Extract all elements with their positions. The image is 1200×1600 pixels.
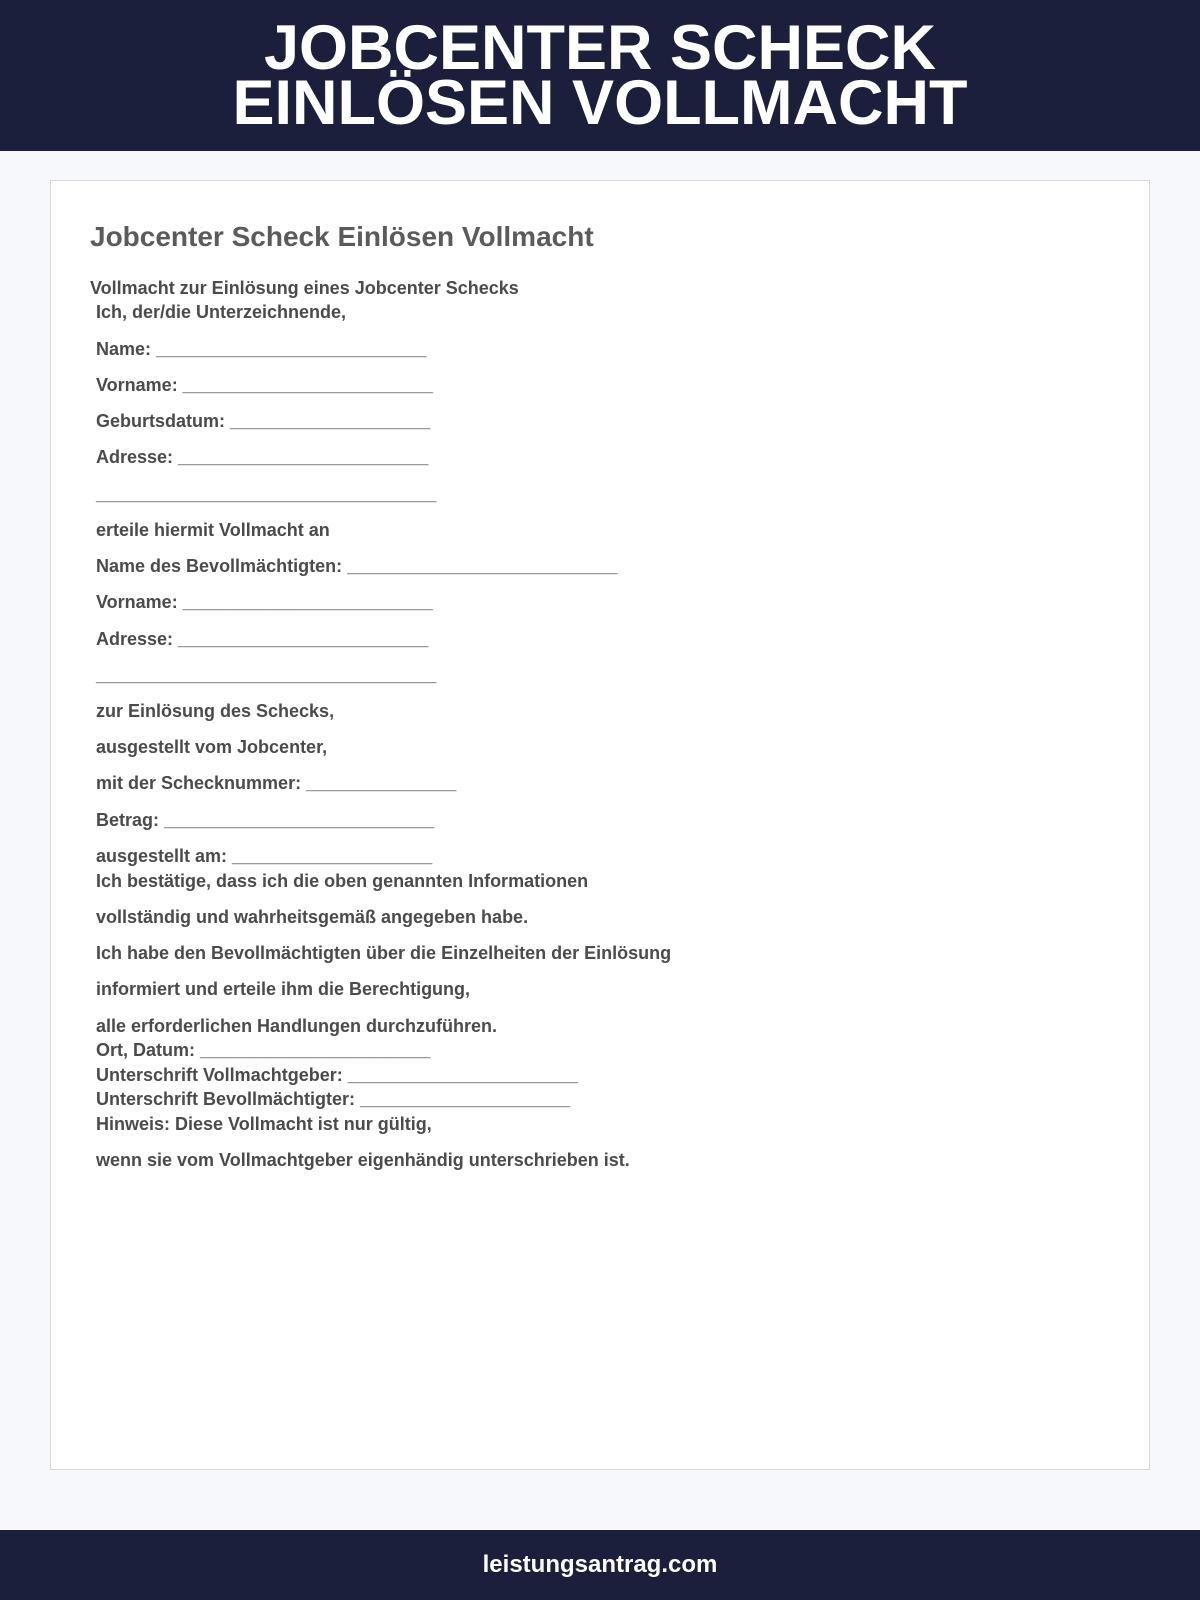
field-geburtsdatum: Geburtsdatum: ____________________ <box>96 411 431 431</box>
field-adresse-line-2: __________________________________ <box>96 484 437 504</box>
field-bevollmaechtigter-vorname: Vorname: _________________________ <box>96 592 433 612</box>
header-title-line-2: EINLÖSEN VOLLMACHT <box>232 67 968 138</box>
page-header <box>0 0 1200 151</box>
confirmation-line-1: Ich bestätige, dass ich die oben genannten Informationen <box>96 871 589 891</box>
confirmation-line-3: Ich habe den Bevollmächtigten über die Einzelheiten der Einlösung <box>96 943 672 963</box>
page-footer <box>0 1530 1200 1600</box>
document-subtitle: Vollmacht zur Einlösung eines Jobcenter Schecks <box>90 278 519 298</box>
field-ausgestellt-am: ausgestellt am: ____________________ <box>96 846 433 866</box>
field-schecknummer: mit der Schecknummer: _______________ <box>96 773 457 793</box>
confirmation-line-2: vollständig und wahrheitsgemäß angegeben habe. <box>96 907 529 927</box>
field-unterschrift-vollmachtgeber: Unterschrift Vollmachtgeber: _______________________ <box>96 1065 578 1085</box>
grant-line: erteile hiermit Vollmacht an <box>96 520 330 540</box>
field-vorname: Vorname: _________________________ <box>96 375 433 395</box>
field-bevollmaechtigter-name: Name des Bevollmächtigten: ___________________________ <box>96 556 618 576</box>
document-card <box>50 180 1150 1470</box>
confirmation-line-4: informiert und erteile ihm die Berechtigung, <box>96 979 471 999</box>
issuer-line: ausgestellt vom Jobcenter, <box>96 737 328 757</box>
header-title-line-1: JOBCENTER SCHECK <box>263 12 937 83</box>
notice-line-1: Hinweis: Diese Vollmacht ist nur gültig, <box>96 1114 432 1134</box>
intro-line: Ich, der/die Unterzeichnende, <box>96 302 347 322</box>
field-name: Name: ___________________________ <box>96 339 427 359</box>
field-bevollmaechtigter-adresse: Adresse: _________________________ <box>96 629 429 649</box>
field-unterschrift-bevollmaechtigter: Unterschrift Bevollmächtigter: _____________________ <box>96 1089 571 1109</box>
purpose-line: zur Einlösung des Schecks, <box>96 701 335 721</box>
field-bevollmaechtigter-adresse-line-2: __________________________________ <box>96 665 437 685</box>
confirmation-line-5: alle erforderlichen Handlungen durchzuführen. <box>96 1016 498 1036</box>
notice-line-2: wenn sie vom Vollmachtgeber eigenhändig unterschrieben ist. <box>96 1150 630 1170</box>
document-title: Jobcenter Scheck Einlösen Vollmacht <box>90 221 594 252</box>
field-ort-datum: Ort, Datum: _______________________ <box>96 1040 431 1060</box>
footer-site-name: leistungsantrag.com <box>482 1551 718 1578</box>
field-betrag: Betrag: ___________________________ <box>96 810 435 830</box>
field-adresse: Adresse: _________________________ <box>96 447 429 467</box>
